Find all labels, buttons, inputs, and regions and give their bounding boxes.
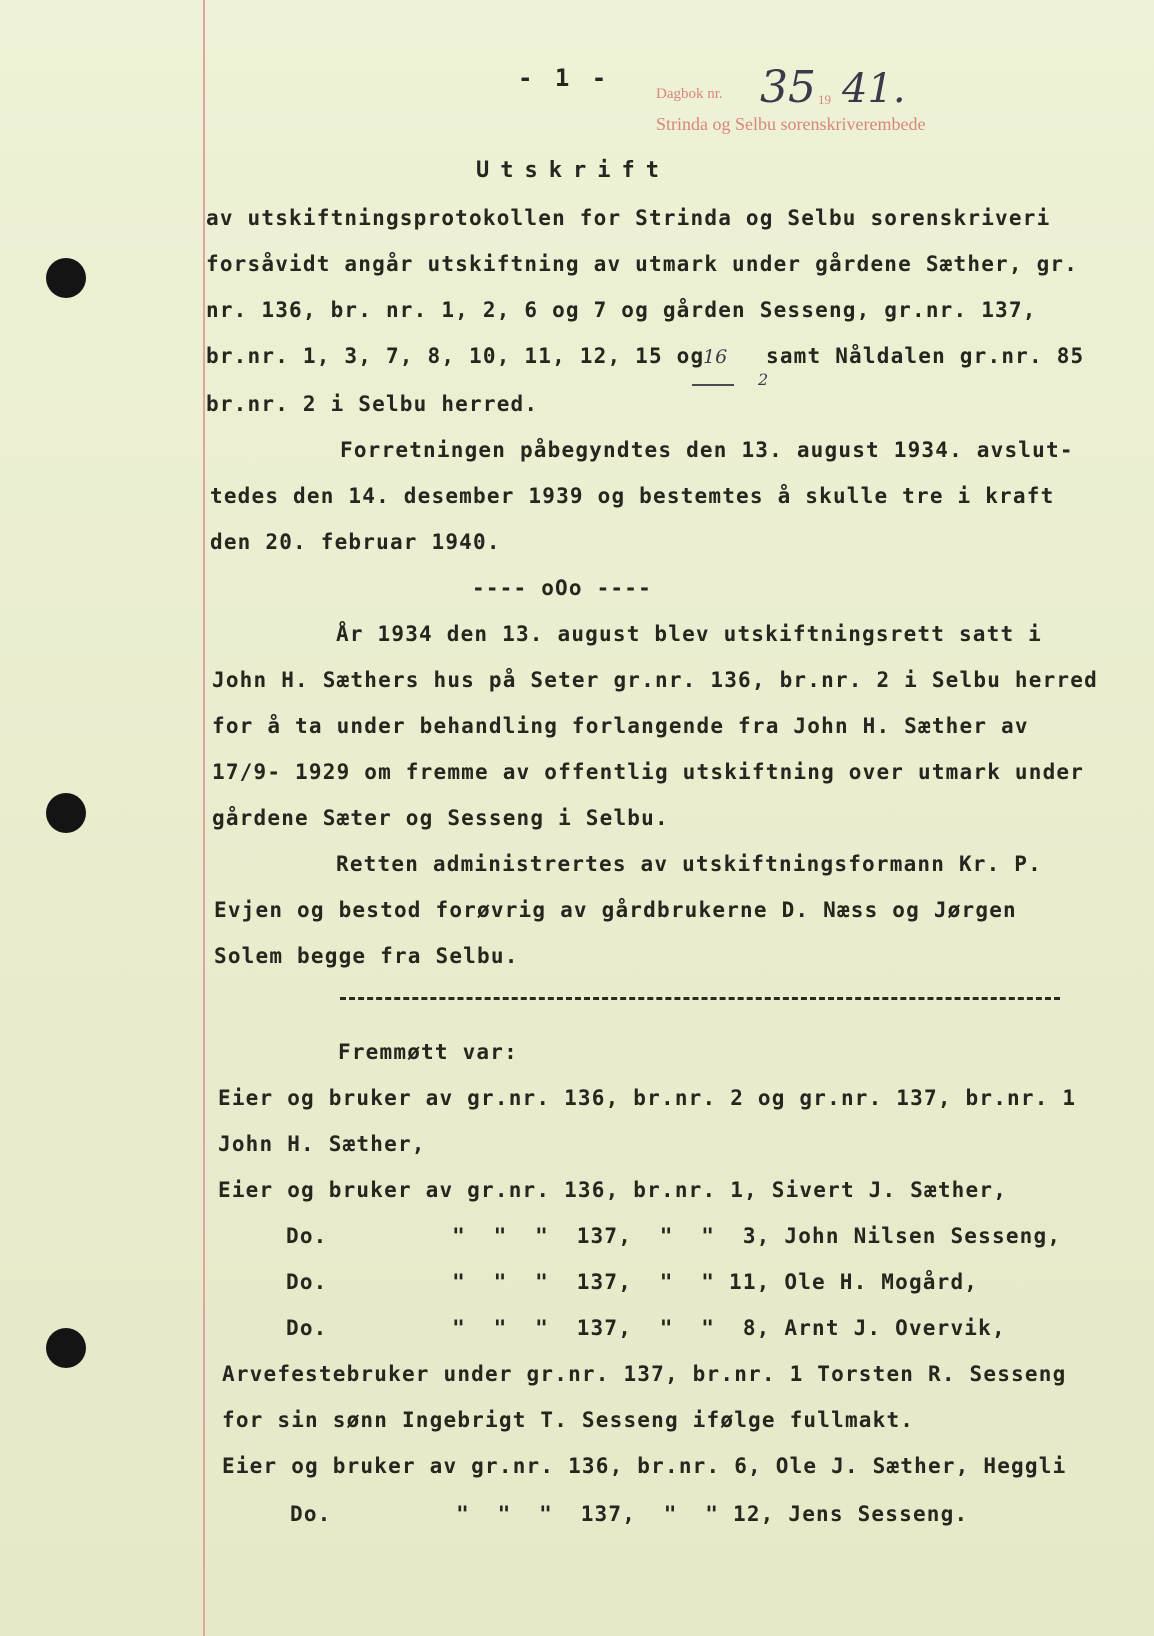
- intro-line: br.nr. 1, 3, 7, 8, 10, 11, 12, 15 og: [206, 344, 705, 368]
- attendance-line: Eier og bruker av gr.nr. 136, br.nr. 1, Sivert J. Sæther,: [218, 1178, 1008, 1202]
- section-separator: ---- oOo ----: [472, 576, 652, 600]
- handwritten-year: 41.: [842, 66, 906, 112]
- intro-line: br.nr. 2 i Selbu herred.: [206, 392, 539, 416]
- start-line: Forretningen påbegyndtes den 13. august 1934. avslut-: [340, 438, 1074, 462]
- attendance-line: Do. " " " 137, " " 8, Arnt J. Overvik,: [286, 1316, 1006, 1340]
- attendance-line: Arvefestebruker under gr.nr. 137, br.nr. 1 Torsten R. Sesseng: [222, 1362, 1067, 1386]
- punch-hole-icon: [46, 1328, 86, 1368]
- handwritten-mark: 2: [758, 370, 769, 389]
- attendance-heading: Fremmøtt var:: [338, 1040, 518, 1064]
- stamp-diary-label: Dagbok nr.: [656, 86, 723, 102]
- attendance-line: Eier og bruker av gr.nr. 136, br.nr. 6, Ole J. Sæther, Heggli: [222, 1454, 1067, 1478]
- court-line: gårdene Sæter og Sesseng i Selbu.: [212, 806, 669, 830]
- attendance-line: Do. " " " 137, " " 3, John Nilsen Sesseng,: [286, 1224, 1062, 1248]
- document-title: Utskrift: [476, 158, 670, 183]
- attendance-line: Do. " " " 137, " " 11, Ole H. Mogård,: [286, 1270, 979, 1294]
- intro-line: nr. 136, br. nr. 1, 2, 6 og 7 og gården Sesseng, gr.nr. 137,: [206, 298, 1037, 322]
- court-line: År 1934 den 13. august blev utskiftningsrett satt i: [336, 622, 1042, 646]
- handwritten-diary-number: 35: [760, 62, 816, 113]
- start-line: den 20. februar 1940.: [210, 530, 501, 554]
- court-line: John H. Sæthers hus på Seter gr.nr. 136, br.nr. 2 i Selbu herred: [212, 668, 1098, 692]
- attendance-line: Eier og bruker av gr.nr. 136, br.nr. 2 og gr.nr. 137, br.nr. 1: [218, 1086, 1077, 1110]
- punch-hole-icon: [46, 793, 86, 833]
- intro-line: forsåvidt angår utskiftning av utmark under gårdene Sæther, gr.: [206, 252, 1079, 276]
- red-margin-line: [203, 0, 205, 1636]
- handwritten-number-16: 16: [703, 346, 728, 368]
- handwritten-dash: [692, 384, 734, 386]
- intro-line-tail: samt Nåldalen gr.nr. 85: [766, 344, 1085, 368]
- admin-line: Evjen og bestod forøvrig av gårdbrukerne D. Næss og Jørgen: [214, 898, 1017, 922]
- stamp-court-name: Strinda og Selbu sorenskriverembede: [656, 114, 926, 134]
- court-line: 17/9- 1929 om fremme av offentlig utskiftning over utmark under: [212, 760, 1085, 784]
- admin-line: Solem begge fra Selbu.: [214, 944, 519, 968]
- punch-hole-icon: [46, 258, 86, 298]
- court-line: for å ta under behandling forlangende fra John H. Sæther av: [212, 714, 1029, 738]
- intro-line: av utskiftningsprotokollen for Strinda og Selbu sorenskriveri: [206, 206, 1051, 230]
- attendance-line: Do. " " " 137, " " 12, Jens Sesseng.: [290, 1502, 969, 1526]
- attendance-line: for sin sønn Ingebrigt T. Sesseng ifølge fullmakt.: [222, 1408, 915, 1432]
- stamp-year-prefix: 19: [818, 92, 831, 107]
- page-number: - 1 -: [518, 64, 611, 92]
- dashed-rule: [340, 997, 1060, 1000]
- attendance-line: John H. Sæther,: [218, 1132, 426, 1156]
- admin-line: Retten administrertes av utskiftningsformann Kr. P.: [336, 852, 1042, 876]
- start-line: tedes den 14. desember 1939 og bestemtes å skulle tre i kraft: [210, 484, 1055, 508]
